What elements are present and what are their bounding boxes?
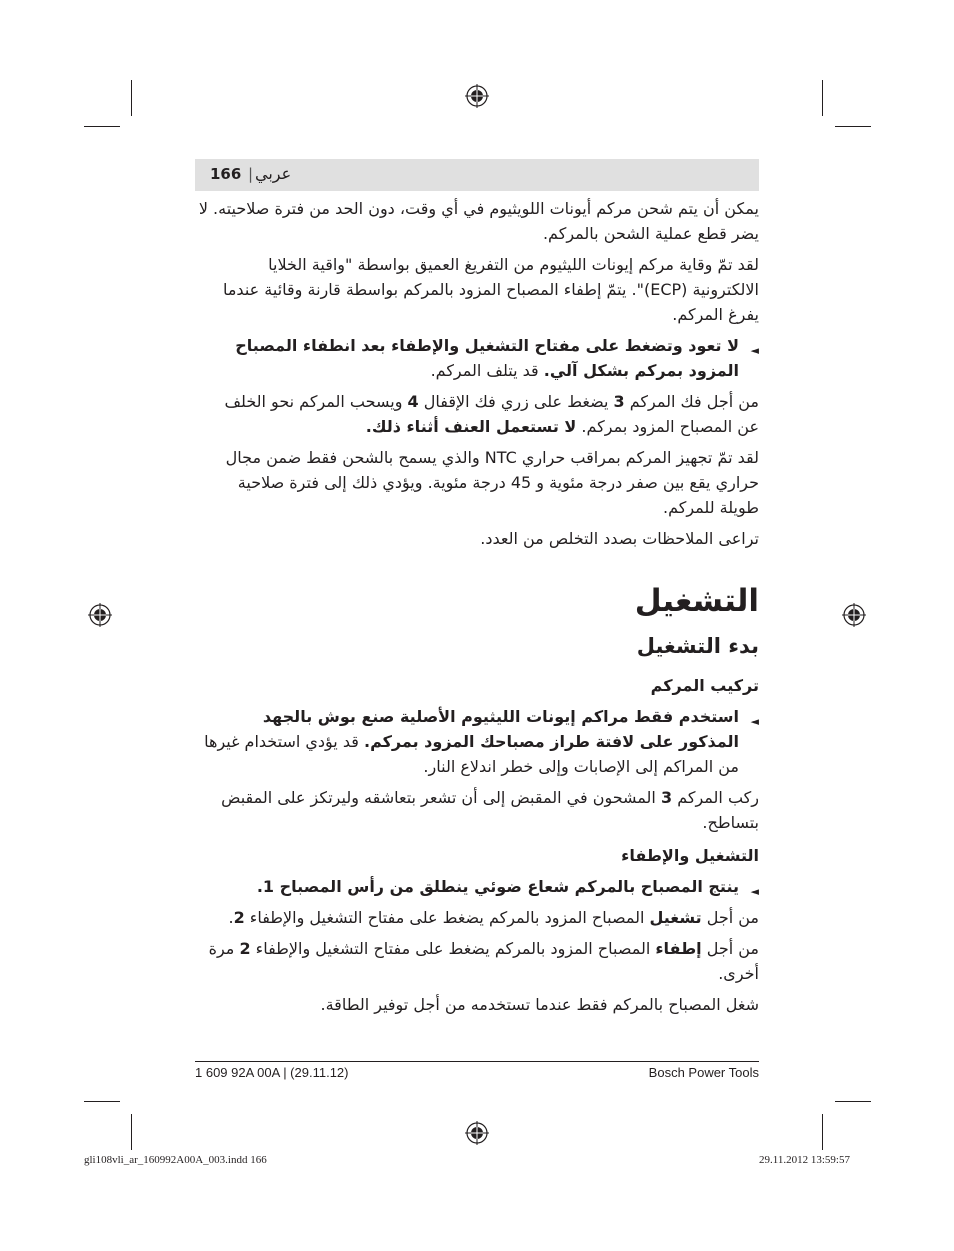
- paragraph: [198, 905, 759, 930]
- paragraph: لقد تمّ وقاية مركم إيونات الليثيوم من التفريغ العميق بواسطة "واقية الخلايا الالكترونية (ECP)". يتمّ إطفاء المصباح المزود بالمركم بواسطة قارنة وقائية عندما يفرغ المركم.: [222, 255, 759, 324]
- text-run: ركب المركم: [672, 788, 759, 807]
- emphasis-text: تشغيل: [649, 908, 702, 927]
- part-number: 2: [233, 908, 245, 927]
- text-run: من أجل: [701, 939, 759, 958]
- registration-mark-icon: [465, 84, 489, 108]
- text-run: مرة أخرى.: [208, 939, 759, 983]
- subsection-heading: بدء التشغيل: [636, 634, 759, 658]
- warning-text: قد يؤدي استخدام غيرها من المراكم إلى الإصابات وإلى خطر اندلاع النار.: [204, 732, 739, 776]
- footer-divider: [195, 1061, 759, 1062]
- text-run: المشحون في المقبض إلى أن تشعر بتعاشقه وليرتكز على المقبض بتساطح.: [221, 788, 759, 832]
- paragraph: [198, 936, 759, 986]
- triangle-bullet-icon: ◄: [750, 885, 759, 898]
- text-run: من أجل: [701, 908, 759, 927]
- text-run: من أجل فك المركم: [624, 392, 759, 411]
- header-separator: |: [248, 165, 254, 183]
- text-run: المصباح المزود بالمركم يضغط على مفتاح التشغيل والإطفاء: [250, 939, 656, 958]
- bullet-bold-text: ينتج المصباح بالمركم شعاع ضوئي ينطلق من رأس المصباح 1.: [256, 877, 739, 896]
- registration-mark-icon: [88, 603, 112, 627]
- brand-name: Bosch Power Tools: [648, 1065, 759, 1080]
- part-number: 2: [239, 939, 251, 958]
- crop-mark: [84, 126, 120, 127]
- page-body: [198, 196, 759, 1023]
- paragraph: تراعى الملاحظات بصدد التخلص من العدد.: [480, 529, 759, 548]
- registration-mark-icon: [465, 1121, 489, 1145]
- info-bullet: [198, 874, 759, 899]
- page-number: 166: [210, 165, 242, 183]
- page-header: [195, 159, 759, 191]
- crop-mark: [822, 80, 823, 116]
- triangle-bullet-icon: ◄: [750, 344, 759, 357]
- crop-mark: [835, 1101, 871, 1102]
- paragraph: [198, 785, 759, 835]
- part-number: 4: [407, 392, 419, 411]
- slug-datetime: 29.11.2012 13:59:57: [759, 1154, 850, 1166]
- crop-mark: [131, 80, 132, 116]
- topic-heading: تركيب المركم: [650, 676, 759, 695]
- text-run: ويسحب المركم نحو الخلف عن المصباح المزود بمركم.: [224, 392, 759, 436]
- slug-filename: gli108vli_ar_160992A00A_003.indd 166: [84, 1154, 267, 1166]
- crop-mark: [131, 1114, 132, 1150]
- text-run: المصباح المزود بالمركم يضغط على مفتاح التشغيل والإطفاء: [244, 908, 650, 927]
- section-language-label: عربي: [255, 164, 292, 183]
- part-number: 3: [613, 392, 625, 411]
- paragraph: يمكن أن يتم شحن مركم أيونات اللويثيوم في أي وقت، دون الحد من فترة صلاحيته. لا يضر قطع عملية الشحن بالمركم.: [198, 199, 759, 243]
- text-run: .: [228, 908, 234, 927]
- part-number: 3: [660, 788, 673, 807]
- paragraph: [198, 389, 759, 439]
- registration-mark-icon: [842, 603, 866, 627]
- triangle-bullet-icon: ◄: [750, 715, 759, 728]
- crop-mark: [835, 126, 871, 127]
- emphasis-text: إطفاء: [655, 939, 702, 958]
- warning-bullet: [198, 704, 759, 779]
- text-run: يضغط على زري فك الإقفال: [418, 392, 614, 411]
- warning-bullet: [198, 333, 759, 383]
- document-number: 1 609 92A 00A | (29.11.12): [195, 1065, 349, 1080]
- paragraph: شغل المصباح بالمركم فقط عندما تستخدمه من أجل توفير الطاقة.: [320, 995, 759, 1014]
- warning-bold-text: لا تعود وتضغط على مفتاح التشغيل والإطفاء بعد انطفاء المصباح المزود بمركم بشكل آلي.: [235, 336, 739, 380]
- crop-mark: [822, 1114, 823, 1150]
- section-heading: التشغيل: [634, 583, 759, 619]
- emphasis-text: لا تستعمل العنف أثناء ذلك.: [365, 417, 577, 436]
- topic-heading: التشغيل والإطفاء: [621, 846, 759, 865]
- warning-bold-text: استخدم فقط مراكم إيونات الليثيوم الأصلية صنع بوش بالجهد المذكور على لافتة طراز مصباحك المزود بمركم.: [262, 707, 739, 751]
- paragraph: لقد تمّ تجهيز المركم بمراقب حراري NTC والذي يسمح بالشحن فقط ضمن مجال حراري يقع بين صفر درجة مئوية و 45 درجة مئوية. ويؤدي ذلك إلى فترة صلاحية طويلة للمركم.: [225, 448, 759, 517]
- crop-mark: [84, 1101, 120, 1102]
- warning-text: قد يتلف المركم.: [430, 361, 544, 380]
